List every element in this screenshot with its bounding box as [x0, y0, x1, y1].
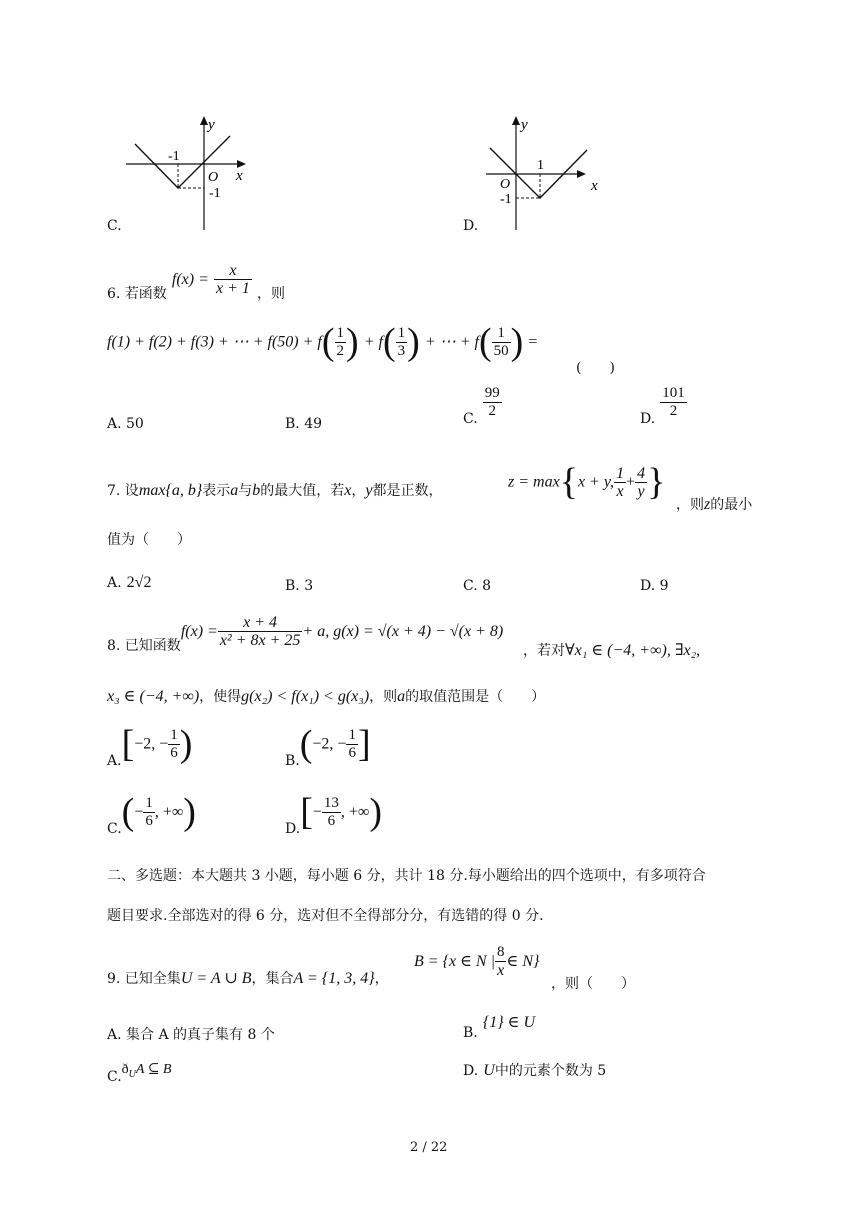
q6-opt-b: B. 49: [285, 416, 323, 432]
q6-frac-third: $\frac{1}{3}$: [397, 324, 406, 359]
q9-opt-c: $C.ð_UA$ ⊆ B: [107, 1062, 172, 1085]
q7-line2: 值为（ ）: [107, 532, 191, 548]
q9-opt-d: D. U中的元素个数为 5: [463, 1062, 607, 1079]
q7-max-expr: max{a, b}: [138, 482, 203, 499]
xtick-label: 1: [537, 158, 544, 173]
q6-suffix: ，则: [257, 286, 285, 302]
q6-sum-head: f(1) + f(2) + f(3) + ⋯ + f(50) + f: [107, 333, 322, 351]
x-label: x: [236, 168, 243, 184]
origin-label: O: [500, 177, 511, 192]
section2-line2: 题目要求.全部选对的得 6 分，选对但不全得部分分，有选错的得 0 分.: [107, 908, 544, 924]
q8-line1-tail: ，若对∀x₁ ∈ (−4, +∞), ∃x₂,: [523, 642, 701, 659]
q7-line1-tail: ，则z的最小: [676, 496, 753, 513]
graph-c: [120, 112, 260, 232]
xtick-label: -1: [168, 149, 180, 164]
graph-c-label: C.: [107, 218, 122, 234]
q6-equals: =: [528, 333, 538, 351]
q6-sum: f(1) + f(2) + f(3) + ⋯ + f(50) + f( $\frac{1}{2}$ ) + f( $\frac{1}{3}$ ) + ⋯ + f( $\frac{1}{50}$ ) =: [107, 321, 538, 363]
q9-b-expr: B = {x ∈ N | $\frac{8}{x}$ ∈ N}: [414, 944, 540, 979]
page-number: 2 / 22: [410, 1140, 448, 1155]
q6-frac-fifty: $\frac{1}{50}$: [493, 324, 509, 359]
q6-opt-a: A. 50: [107, 416, 144, 432]
y-axis-arrow: [512, 116, 520, 125]
y-axis-arrow: [200, 116, 208, 125]
q8-opt-b: B.(−2, − $\frac{1}{6}$ ]: [285, 723, 371, 769]
q7-z-expr: z = max{x + y, $\frac{1}{x}$ + $\frac{4}{y}$ }: [508, 461, 666, 503]
q6-prefix: 6. 若函数: [107, 286, 167, 302]
graph-d-label: D.: [463, 218, 479, 234]
q7-opt-d: D. 9: [640, 578, 669, 594]
q6-fx-frac: $\frac{x}{x + 1}$: [216, 262, 250, 297]
q8-line2: x₃ ∈ (−4, +∞)，使得g(x₂) < f(x₁) < g(x₃)，则a的取值范围是（ ）: [107, 688, 546, 705]
x-label: x: [591, 178, 598, 194]
ytick-label: -1: [500, 192, 512, 207]
q6-paren: ( ): [576, 360, 615, 376]
q8-opt-d: D.[− $\frac{13}{6}$ , +∞): [285, 791, 382, 837]
q7-line1: 7. 设max{a, b}表示a与b的最大值，若x，y都是正数，: [107, 482, 443, 499]
x-axis-arrow: [237, 160, 246, 168]
q7-opt-a: A. 2√2: [107, 574, 152, 591]
y-label: y: [521, 117, 528, 133]
q7-opt-c: C. 8: [463, 578, 492, 594]
q9-paren: ，则（ ）: [551, 976, 635, 992]
q8-opt-a: A.[−2, − $\frac{1}{6}$ ): [107, 723, 193, 769]
ytick-label: -1: [209, 186, 221, 201]
origin-label: O: [208, 170, 219, 185]
q6-plus-f: + f: [363, 333, 383, 351]
q7-opt-b: B. 3: [285, 578, 314, 594]
q8-line1: 8. 已知函数f(x) = $\frac{x + 4}{\text{x² + 8x + 25}}$ + a, g(x) = √(x + 4) − √(x + 8): [107, 614, 504, 654]
section2-line1: 二、多选题：本大题共 3 小题，每小题 6 分，共计 18 分.每小题给出的四个选项中，有多项符合: [107, 868, 706, 884]
q6-dots-f: + ⋯ + f: [424, 333, 479, 351]
q8-opt-c: C.(− $\frac{1}{6}$ , +∞): [107, 791, 196, 837]
y-label: y: [208, 117, 215, 133]
q6-frac-half: $\frac{1}{2}$: [336, 324, 344, 359]
q9-opt-a: A. 集合 A 的真子集有 8 个: [107, 1027, 275, 1043]
q6-line1: [107, 262, 285, 302]
q6-opt-c: C. $\frac{99}{2}$: [463, 385, 500, 427]
q9-opt-b: B. {1} ∈ U: [463, 1014, 536, 1041]
q9-line1: 9. 已知全集U = A ∪ B，集合A = {1, 3, 4}，: [107, 970, 389, 987]
graph-d: [478, 112, 608, 232]
q6-opt-d: D. $\frac{101}{2}$: [640, 385, 685, 427]
q6-fx-lhs: f(x) =: [171, 271, 209, 288]
x-axis-arrow: [577, 170, 586, 178]
